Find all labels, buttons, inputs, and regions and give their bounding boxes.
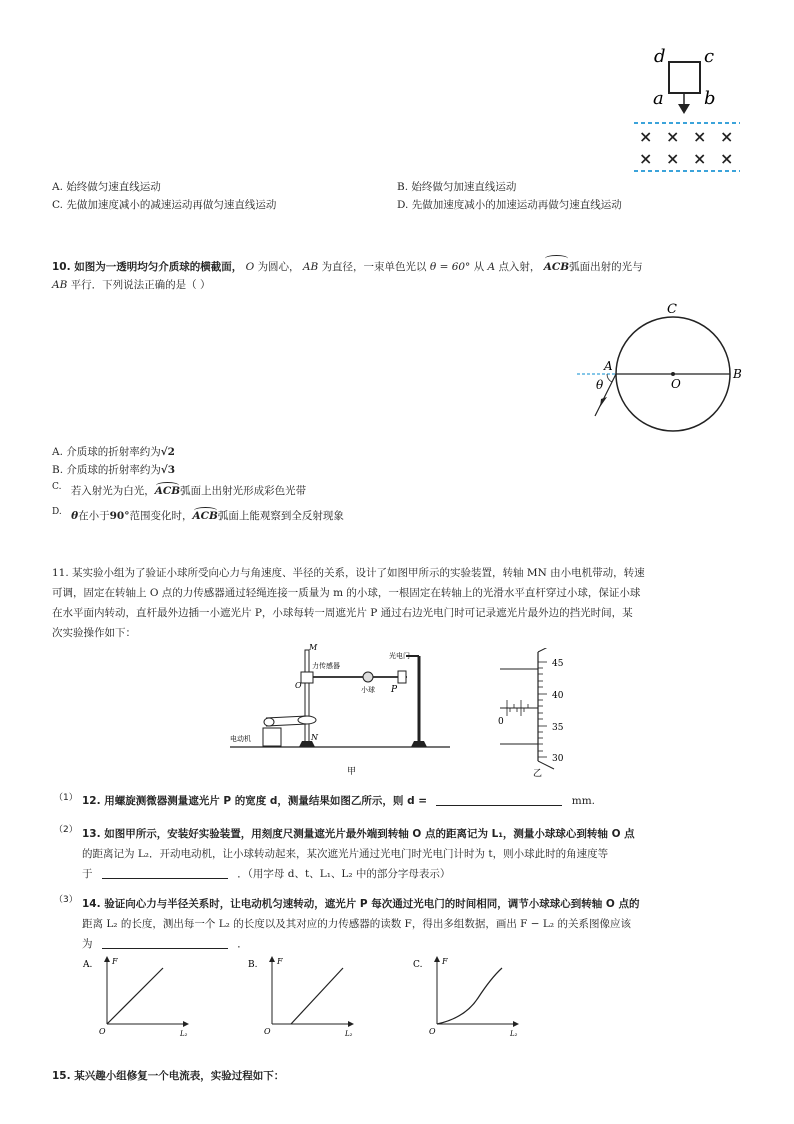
graph-curve [437, 968, 502, 1024]
svg-text:×: × [639, 127, 653, 146]
svg-text:30: 30 [552, 754, 564, 764]
graph-line [107, 968, 163, 1024]
ball [363, 672, 373, 682]
q11-figure-jia [225, 640, 455, 780]
svg-text:O: O [295, 681, 302, 690]
svg-text:45: 45 [552, 659, 564, 669]
magnetic-field-crosses [639, 127, 733, 168]
label-c: C [667, 302, 677, 317]
q11-graph-option-c[interactable] [410, 952, 530, 1037]
q10-option-a[interactable]: A. 介质球的折射率约为√2 [52, 446, 175, 458]
q11-sub3-number: （3） [54, 895, 78, 905]
svg-text:40: 40 [552, 691, 564, 701]
svg-text:O: O [99, 1027, 106, 1036]
square-loop [669, 62, 700, 93]
q10-stem-line1: 10. 如图为一透明均匀介质球的横截面， O 为圆心， AB 为直径，一束单色光以 θ = 60° 从 A 点入射， ACB弧面出射的光与 [52, 258, 643, 277]
q9-option-a[interactable]: A. 始终做匀速直线运动 [52, 181, 161, 193]
svg-text:P: P [391, 685, 398, 695]
svg-text:O: O [264, 1027, 271, 1036]
label-a: A [604, 359, 613, 373]
q11-sub3-line1: 14. 验证向心力与半径关系时，让电动机匀速转动，遮光片 P 每次通过光电门的时间相同，调节小球球心到转轴 O 点的 [82, 898, 640, 910]
label-a: a [653, 88, 664, 109]
svg-text:35: 35 [552, 723, 564, 733]
q15-stem: 15. 某兴趣小组修复一个电流表，实验过程如下： [52, 1070, 285, 1082]
graph-line [291, 968, 343, 1024]
svg-text:×: × [666, 127, 680, 146]
svg-text:×: × [693, 127, 707, 146]
label-c: c [704, 46, 715, 67]
svg-text:F: F [277, 957, 283, 966]
label-o: O [671, 377, 681, 391]
q11-sub3-line2: 距离 L₂ 的长度，测出每一个 L₂ 的长度以及其对应的力传感器的读数 F，得出多组数据，画出 F − L₂ 的关系图像应该 [82, 918, 631, 930]
q10-figure [575, 296, 755, 446]
q10-option-c[interactable]: C. 若入射光为白光，ACB弧面上出射光形成彩色光带 [52, 482, 307, 497]
label-b: b [704, 88, 716, 109]
arrow-down-icon [678, 104, 690, 114]
q9-option-b[interactable]: B. 始终做匀加速直线运动 [397, 181, 517, 193]
svg-text:×: × [639, 149, 653, 168]
svg-text:乙: 乙 [533, 769, 543, 778]
label-d: d [654, 46, 666, 67]
q9-option-c[interactable]: C. 先做加速度减小的减速运动再做匀速直线运动 [52, 199, 277, 211]
svg-text:×: × [666, 149, 680, 168]
svg-text:B.: B. [248, 960, 258, 970]
svg-text:力传感器: 力传感器 [312, 662, 340, 670]
svg-text:F: F [442, 957, 448, 966]
q11-sub2-number: （2） [54, 825, 78, 835]
ray-arrow-icon [600, 397, 607, 407]
svg-text:N: N [311, 733, 318, 742]
answer-blank-d[interactable] [436, 793, 562, 806]
q9-figure [600, 40, 750, 180]
svg-text:×: × [720, 127, 734, 146]
svg-text:L₂: L₂ [510, 1030, 518, 1037]
q11-sub1-number: （1） [54, 793, 78, 803]
q10-option-b[interactable]: B. 介质球的折射率约为√3 [52, 464, 176, 476]
q11-graph-option-b[interactable] [245, 952, 365, 1037]
q11-stem-line3: 在水平面内转动，直杆最外边插一小遮光片 P，小球每转一周遮光片 P 通过右边光电门时可记录遮光片最外边的挡光时间，某 [52, 607, 633, 619]
label-theta: θ [596, 378, 604, 392]
svg-text:0: 0 [498, 717, 504, 727]
q11-graph-option-a[interactable] [80, 952, 200, 1037]
q11-stem-line1: 11. 某实验小组为了验证小球所受向心力与角速度、半径的关系，设计了如图甲所示的实验装置，转轴 MN 由小电机带动，转速 [52, 567, 645, 579]
svg-text:小球: 小球 [361, 686, 375, 694]
q9-option-d[interactable]: D. 先做加速度减小的加速运动再做匀速直线运动 [397, 199, 622, 211]
q11-sub2-line2: 的距离记为 L₂．开动电动机，让小球转动起来，某次遮光片通过光电门时光电门计时为 t，则小球此时的角速度等 [82, 848, 609, 860]
q11-sub3-line3: 为 ． [82, 938, 248, 950]
svg-text:L₂: L₂ [180, 1030, 188, 1037]
q11-sub1: 12. 用螺旋测微器测量遮光片 P 的宽度 d，测量结果如图乙所示，则 d = mm. [82, 795, 596, 807]
svg-text:×: × [720, 149, 734, 168]
answer-blank-graph[interactable] [102, 936, 228, 949]
q10-stem-line2: AB 平行．下列说法正确的是（ ） [52, 279, 211, 291]
q10-option-d[interactable]: D. θ在小于90°范围变化时，ACB弧面上能观察到全反射现象 [52, 507, 344, 522]
q11-sub2-line1: 13. 如图甲所示，安装好实验装置，用刻度尺测量遮光片最外端到转轴 O 点的距离记为 L₁，测量小球球心到转轴 O 点 [82, 828, 635, 840]
label-b: B [733, 367, 742, 381]
svg-text:M: M [309, 643, 318, 652]
svg-text:F: F [112, 957, 118, 966]
svg-text:A.: A. [83, 960, 93, 970]
answer-blank-omega[interactable] [102, 866, 228, 879]
svg-text:×: × [693, 149, 707, 168]
svg-text:光电门: 光电门 [389, 652, 410, 660]
svg-text:O: O [429, 1027, 436, 1036]
svg-text:电动机: 电动机 [230, 735, 251, 743]
q11-stem-line2: 可调，固定在转轴上 O 点的力传感器通过轻绳连接一质量为 m 的小球，一根固定在转轴上的光滑水平直杆穿过小球，保证小球 [52, 587, 641, 599]
svg-text:甲: 甲 [347, 767, 357, 777]
q11-stem-line4: 次实验操作如下： [52, 627, 136, 639]
q11-figure-yi [495, 648, 575, 778]
svg-text:L₂: L₂ [345, 1030, 353, 1037]
q11-sub2-line3: 于 ．（用字母 d、t、L₁、L₂ 中的部分字母表示） [82, 868, 451, 880]
svg-text:C.: C. [413, 960, 423, 970]
